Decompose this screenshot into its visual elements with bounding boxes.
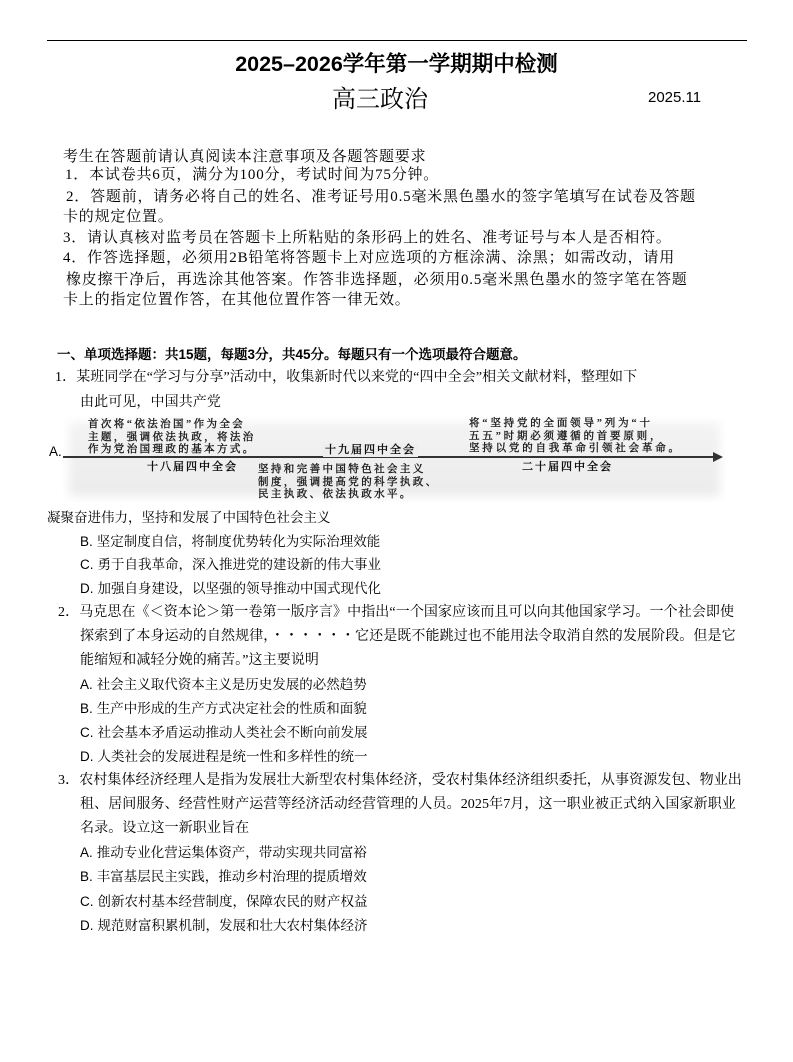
timeline-text-line: 坚持和完善中国特色社会主义 [258, 464, 426, 475]
timeline-event-20th-label: 二十届四中全会 [522, 461, 613, 473]
notice-line: 橡皮擦干净后，再选涂其他答案。作答非选择题，必须用0.5毫米黑色墨水的签字笔在答题 [66, 272, 688, 288]
question-stem-line: 能缩短和减轻分娩的痛苦。”这主要说明 [80, 653, 320, 668]
notice-heading: 考生在答题前请认真阅读本注意事项及各题答题要求 [63, 149, 427, 165]
option-a [80, 845, 367, 861]
option-text: 规范财富积累机制，发展和壮大农村集体经济 [97, 918, 368, 933]
option-text: 人类社会的发展进程是统一性和多样性的统一 [97, 749, 368, 764]
notice-line: 4．作答选择题，必须用2B铅笔将答题卡上对应选项的方框涂满、涂黑；如需改动，请用 [63, 250, 676, 266]
option-b [80, 701, 367, 717]
option-d [80, 581, 381, 597]
option-text: 生产中形成的生产方式决定社会的性质和面貌 [96, 701, 367, 716]
option-label: D. [80, 918, 94, 933]
option-text: 加强自身建设，以坚强的领导推动中国式现代化 [97, 581, 381, 596]
notice-line: 2．答题前，请务必将自己的姓名、准考证号用0.5毫米黑色墨水的签字笔填写在试卷及答题 [66, 189, 696, 205]
notice-line: 卡的规定位置。 [63, 209, 174, 225]
option-d [80, 749, 368, 765]
option-label: B. [80, 701, 93, 716]
option-a-text: 凝聚奋进伟力，坚持和发展了中国特色社会主义 [47, 510, 331, 525]
option-text: 勇于自我革命，深入推进党的建设新的伟大事业 [97, 557, 381, 572]
top-rule [47, 40, 747, 41]
option-label: A. [49, 444, 62, 459]
option-label: C. [80, 894, 94, 909]
timeline-figure [63, 416, 726, 502]
timeline-event-19th-text [258, 464, 439, 502]
option-c [80, 725, 368, 741]
question-stem-line [55, 370, 637, 387]
timeline-text-line: 作为党治国理政的基本方式。 [88, 444, 256, 455]
timeline-event-19th-label: 十九届四中全会 [325, 444, 416, 456]
option-label: D. [80, 581, 94, 596]
option-c [80, 894, 368, 910]
option-text: 坚定制度自信，将制度优势转化为实际治理效能 [96, 534, 381, 549]
question-stem-line [58, 773, 742, 790]
option-b [80, 869, 367, 885]
question-number: 3． [58, 773, 80, 788]
timeline-text-line: 首次将“依法治国”作为全会 [88, 419, 246, 430]
question-stem-line: 由此可见，中国共产党 [80, 395, 221, 410]
option-text: 推动专业化营运集体资产，带动实现共同富裕 [96, 845, 367, 860]
timeline-event-18th-text [88, 419, 256, 457]
option-label: B. [80, 869, 93, 884]
option-a [80, 677, 367, 693]
question-number: 2． [58, 605, 80, 620]
timeline-text-line: 民主执政、依法执政水平。 [258, 489, 413, 500]
exam-subject: 高三政治 [332, 86, 428, 113]
option-label: D. [80, 749, 94, 764]
question-stem-text: 农村集体经济经理人是指为发展壮大新型农村集体经济，受农村集体经济组织委托，从事资源发包、物业出 [79, 773, 742, 788]
question-stem-text: 某班同学在“学习与分享”活动中，收集新时代以来党的“四中全会”相关文献材料，整理如下 [76, 370, 638, 385]
option-label: A. [80, 845, 93, 860]
option-text: 社会主义取代资本主义是历史发展的必然趋势 [96, 677, 367, 692]
timeline-text-line: 五五”时期必须遵循的首要原则， [469, 430, 664, 442]
timeline-arrow-icon [713, 452, 723, 462]
exam-title: 2025–2026学年第一学期期中检测 [235, 52, 558, 76]
timeline-text-line: 将“坚持党的全面领导”列为“十 [469, 418, 653, 429]
question-stem-line: 探索到了本身运动的自然规律，・・・・・・它还是既不能跳过也不能用法令取消自然的发展阶段。但是它 [80, 629, 736, 644]
timeline-text-line: 坚持以党的自我革命引领社会革命。 [469, 443, 682, 454]
question-stem-line: 名录。设立这一新职业旨在 [80, 821, 250, 836]
option-d [80, 918, 368, 934]
option-text: 社会基本矛盾运动推动人类社会不断向前发展 [97, 725, 368, 740]
option-label: A. [80, 677, 93, 692]
question-stem-text: 马克思在《＜资本论＞第一卷第一版序言》中指出“一个国家应该而且可以向其他国家学习。一个社会即使 [79, 605, 735, 620]
question-stem-line [58, 605, 734, 622]
timeline-event-18th-label: 十八届四中全会 [147, 461, 238, 473]
timeline-text-line: 主题，强调依法执政，将法治 [88, 431, 256, 443]
question-stem-line: 租、居间服务、经营性财产运营等经济活动经营管理的人员。2025年7月，这一职业被正式纳入国家新职业 [80, 797, 736, 812]
option-label: B. [80, 534, 93, 549]
timeline-text-line: 制度，强调提高党的科学执政、 [258, 476, 439, 488]
timeline-event-20th-text [469, 418, 682, 456]
option-label: C. [80, 725, 94, 740]
notice-line: 卡上的指定位置作答，在其他位置作答一律无效。 [63, 292, 411, 308]
option-c [80, 557, 381, 573]
option-label: C. [80, 557, 94, 572]
option-text: 创新农村基本经营制度，保障农民的财产权益 [97, 894, 368, 909]
option-b [80, 534, 380, 550]
option-text: 丰富基层民主实践，推动乡村治理的提质增效 [96, 869, 367, 884]
exam-date: 2025.11 [648, 89, 702, 106]
notice-line: 3．请认真核对监考员在答题卡上所粘贴的条形码上的姓名、准考证号与本人是否相符。 [63, 230, 672, 246]
question-number: 1． [55, 370, 77, 385]
section-heading: 一、单项选择题：共15题，每题3分，共45分。每题只有一个选项最符合题意。 [57, 347, 527, 362]
notice-line: 1．本试卷共6页，满分为100分，考试时间为75分钟。 [65, 167, 440, 183]
